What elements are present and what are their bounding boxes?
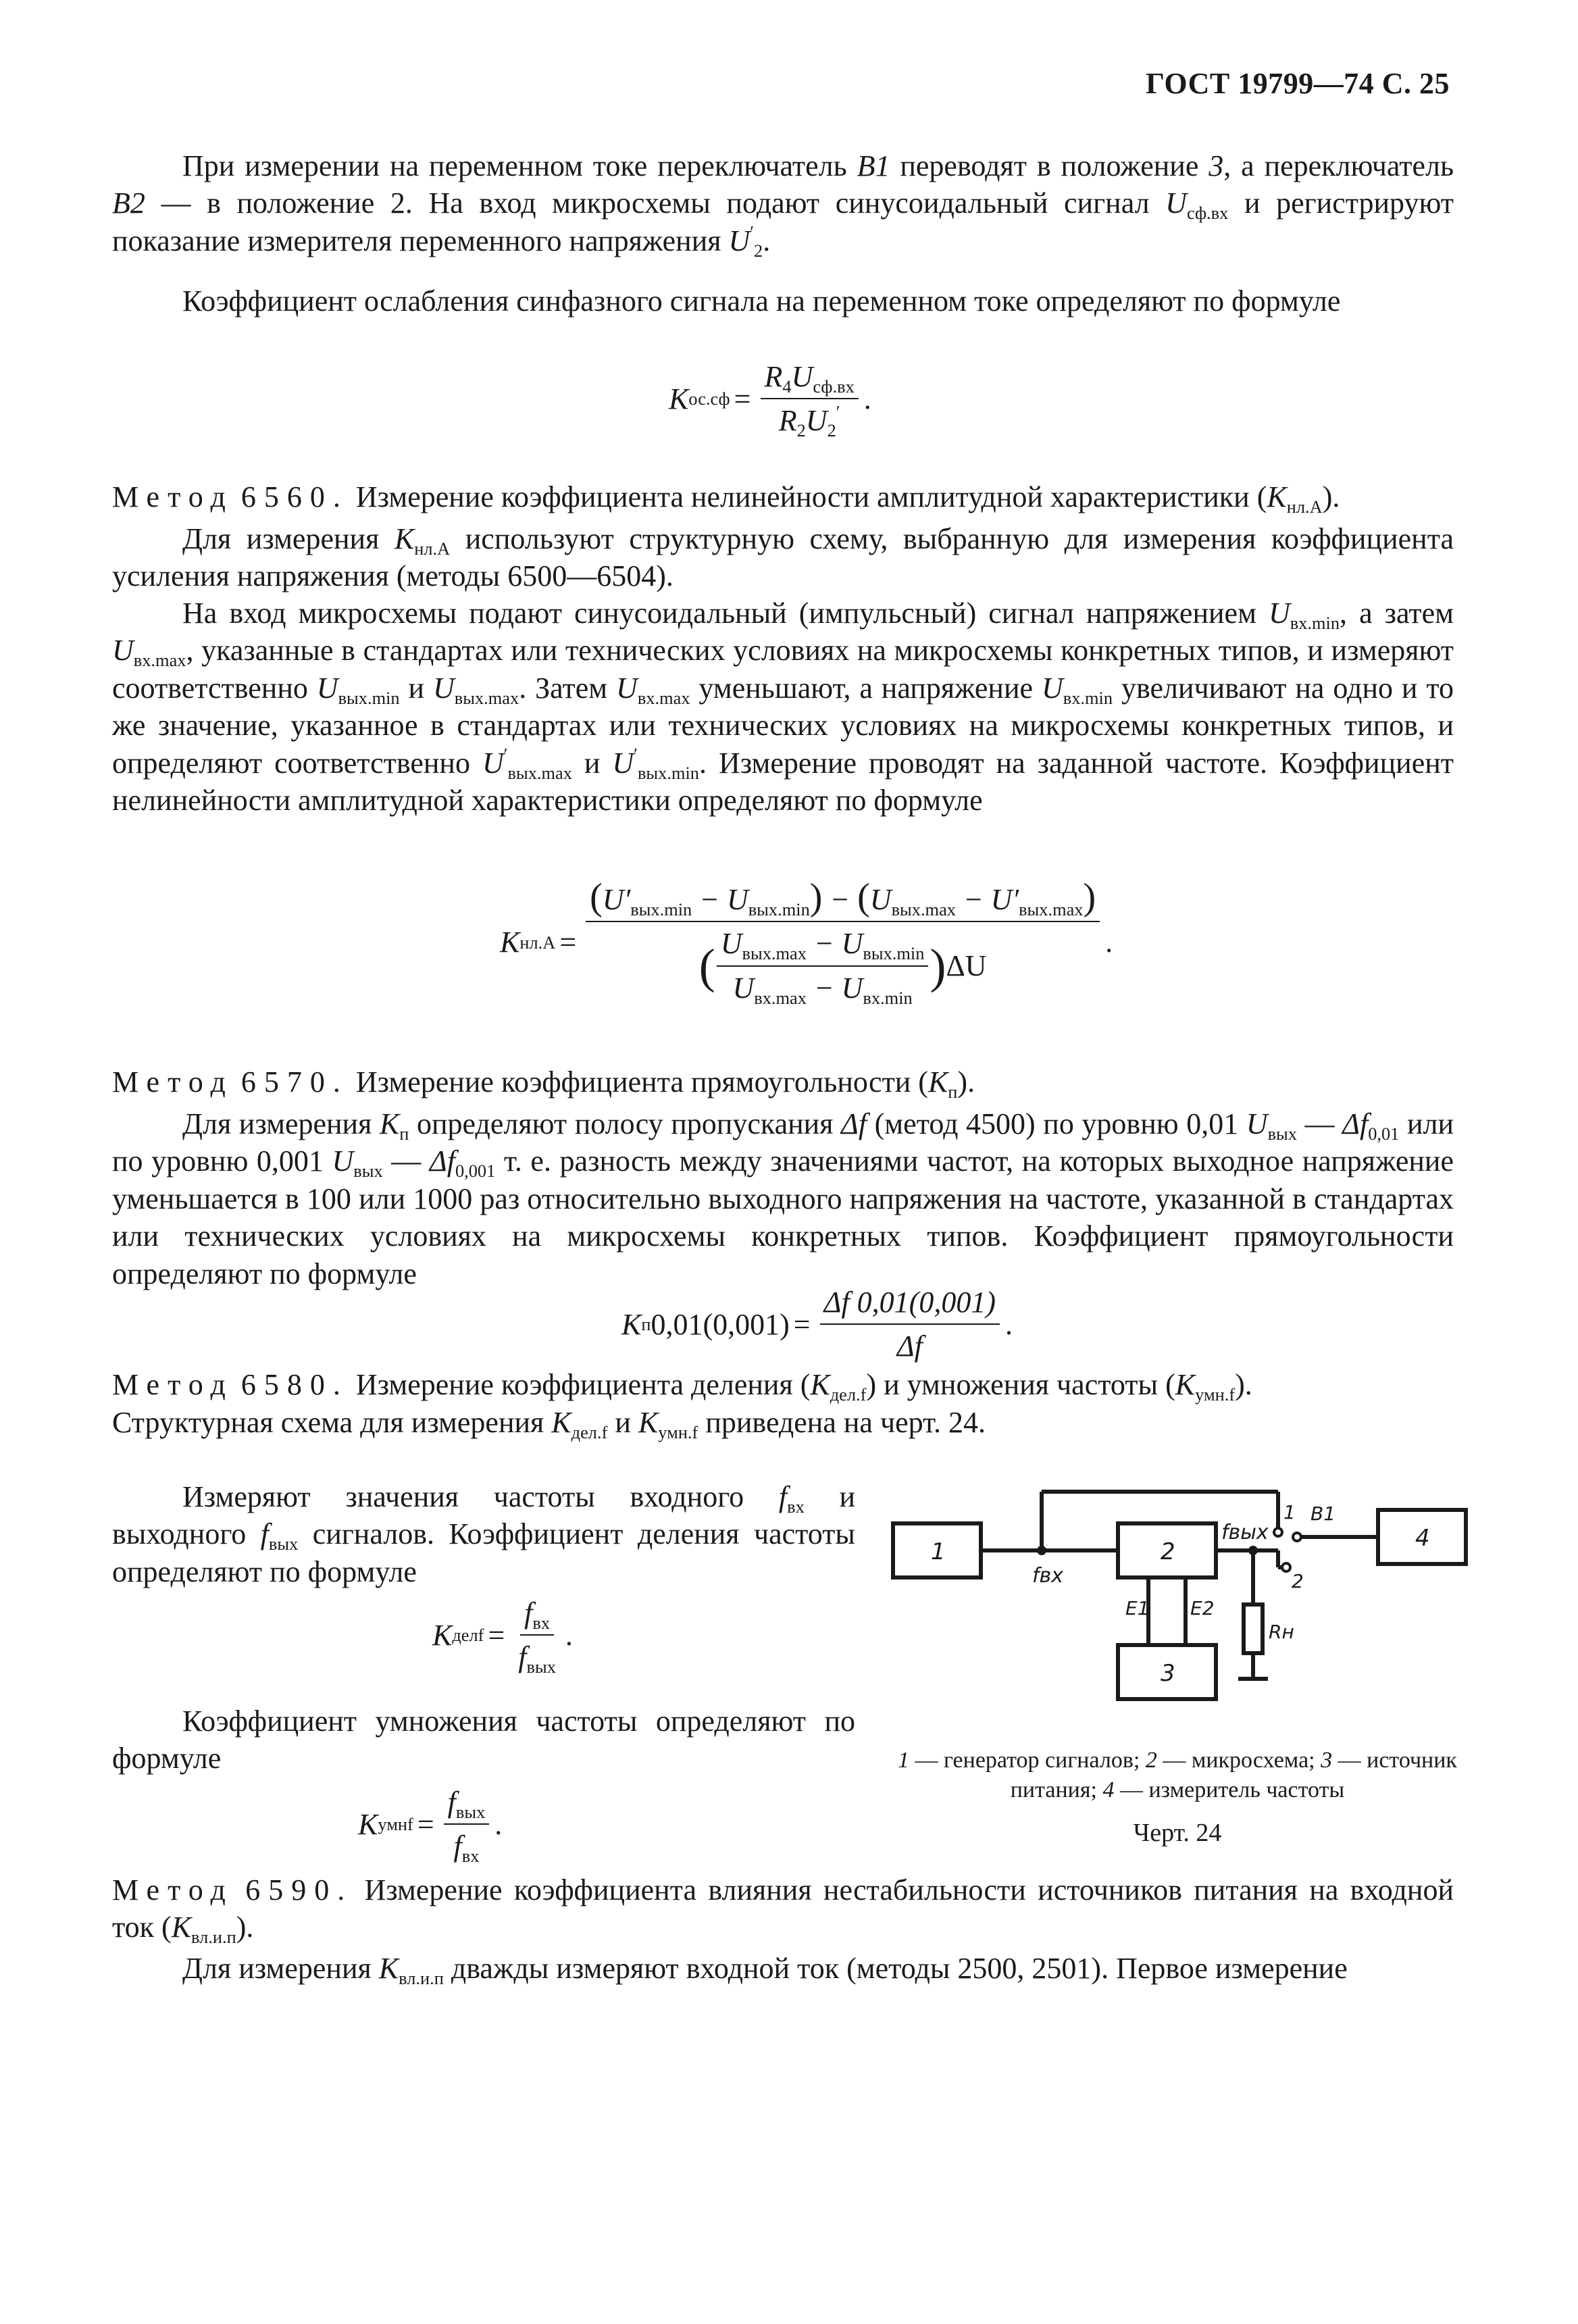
formula-rectangularity: K п 0,01(0,001) = $\frac{\Delta f 0,01(0,001)}{\Delta f}$ . [621,1284,1013,1365]
formula1-numerator: $R_4U_{сф.вх}$ [761,358,859,399]
formula-nonlinearity: K нл.А = $(U'_{вых.min} - U_{вых.min}) - (U_{вых.max} - U'_{вых.max})$ ( $\frac{U_{вых.max} - U_{вых.min}}{U_{вх.max} - U_{вх.min}}$ ) ΔU . [500,876,1113,1009]
formula5-numerator: $f_{вых}$ [444,1784,490,1825]
formula1-denominator: $R_2U_2'$ [778,401,840,441]
paragraph-6570-procedure: Для измерения $K_п$ определяют полосу пропускания Δf (метод 4500) по уровню 0,01 $U_{вых}$ — $\Delta f_{0,01}$ или по уровню 0,001 $U_{вых}$ — $\Delta f_{0,001}$ т. е. разность между значениями частот, на которых выходное напряжение уменьшается в 100 или 1000 раз относительно выходного напряжения на частоте, указанной в стандартах или технических условиях на микросхемы конкретных типов. Коэффициент прямоугольности определяют по формуле [112,1107,1454,1290]
formula2-numerator: $(U'_{вых.min} - U_{вых.min}) - (U_{вых.max} - U'_{вых.max})$ [586,878,1100,922]
formula-frequency-multiplication: K умнf = $\frac{f_{вых}}{f_{вх}}$ . [358,1784,502,1865]
method-6560-heading: Метод 6560. Измерение коэффициента нелинейности амплитудной характеристики $(K_{нл.А})$. [112,480,1340,517]
paragraph-6560-scheme: Для измерения $K_{нл.А}$ используют структурную схему, выбранную для измерения коэффициента усиления напряжения (методы 6500—6504). [112,522,1454,593]
circuit-diagram [878,1473,1473,1723]
label-block-2: 2 [1161,1538,1175,1565]
label-block-1: 1 [931,1538,946,1565]
formula-common-mode-rejection: K ос.сф = $\frac{R_4U_{сф.вх}}{R_2U_2'}$ . [669,358,871,440]
page-header: ГОСТ 19799—74 С. 25 [1145,67,1450,100]
label-switch-2: 2 [1292,1570,1304,1592]
label-b1: В1 [1310,1502,1336,1525]
formula4-numerator: $f_{вх}$ [520,1594,554,1636]
paragraph-6590-procedure: Для измерения $K_{вл.и.п}$ дважды измеряют входной ток (методы 2500, 2501). Первое измерение [182,1952,1348,1989]
paragraph-6580-scheme: Структурная схема для измерения $K_{дел.f}$ и $K_{умн.f}$ приведена на черт. 24. [112,1406,986,1443]
paragraph-common-mode-formula-intro: Коэффициент ослабления синфазного сигнала на переменном токе определяют по формуле [182,284,1341,318]
label-fout: fвых [1221,1521,1269,1544]
label-block-3: 3 [1161,1660,1175,1687]
paragraph-ac-measurement: При измерении на переменном токе переключатель В1 переводят в положение 3, а переключатель В2 — в положение 2. На вход микросхемы подают синусоидальный сигнал $U_{сф.вх}$ и регистрируют показание измерителя переменного напряжения $U'_2$. [112,149,1454,261]
figure-number: Черт. 24 [1133,1819,1222,1847]
formula4-denominator: $f_{вых}$ [518,1640,556,1677]
label-e1: E1 [1125,1597,1150,1619]
label-fin: fвх [1032,1564,1063,1588]
formula5-denominator: $f_{вх}$ [453,1829,480,1867]
formula3-denominator: Δf [896,1330,923,1363]
paragraph-frequency-measure: Измеряют значения частоты входного $f_{вх}$ и выходного $f_{вых}$ сигналов. Коэффициент деления частоты определяют по формуле [112,1480,855,1588]
label-switch-1: 1 [1283,1501,1296,1523]
label-rn: Rн [1269,1621,1294,1643]
formula3-numerator: Δf 0,01(0,001) [820,1284,1000,1325]
formula-frequency-division: K делf = $\frac{f_{вх}}{f_{вых}}$ . [432,1594,573,1676]
method-6570-heading: Метод 6570. Измерение коэффициента прямоугольности $(K_п)$. [112,1065,975,1103]
label-e2: E2 [1190,1597,1215,1619]
label-block-4: 4 [1415,1525,1430,1552]
resistor-rn [1244,1605,1263,1653]
paragraph-6560-procedure: На вход микросхемы подают синусоидальный (импульсный) сигнал напряжением $U_{вх.min}$, а затем $U_{вх.max}$, указанные в стандартах или технических условиях на микросхемы конкретных типов, и измеряют соответственно $U_{вых.min}$ и $U_{вых.max}$. Затем $U_{вх.max}$ уменьшают, а напряжение $U_{вх.min}$ увеличивают на одно и то же значение, указанное в стандартах или технических условиях на микросхемы конкретных типов, и определяют соответственно $U'_{вых.max}$ и $U'_{вых.min}$. Измерение проводят на заданной частоте. Коэффициент нелинейности амплитудной характеристики определяют по формуле [112,597,1454,817]
method-6590-heading: Метод 6590. Измерение коэффициента влияния нестабильности источников питания на входной ток $(K_{вл.и.п})$. [112,1873,1454,1948]
formula2-denominator: ( $\frac{U_{вых.max} - U_{вых.min}}{U_{вх.max} - U_{вх.min}}$ ) ΔU [695,922,991,1007]
diagram-caption: 1 — генератор сигналов; 2 — микросхема; 3 — источник питания; 4 — измеритель частоты [898,1748,1457,1803]
method-6580-heading: Метод 6580. Измерение коэффициента деления $(K_{дел.f})$ и умножения частоты $(K_{умн.f})$. [112,1368,1252,1405]
paragraph-multiplication-intro: Коэффициент умножения частоты определяют по формуле [112,1704,855,1775]
